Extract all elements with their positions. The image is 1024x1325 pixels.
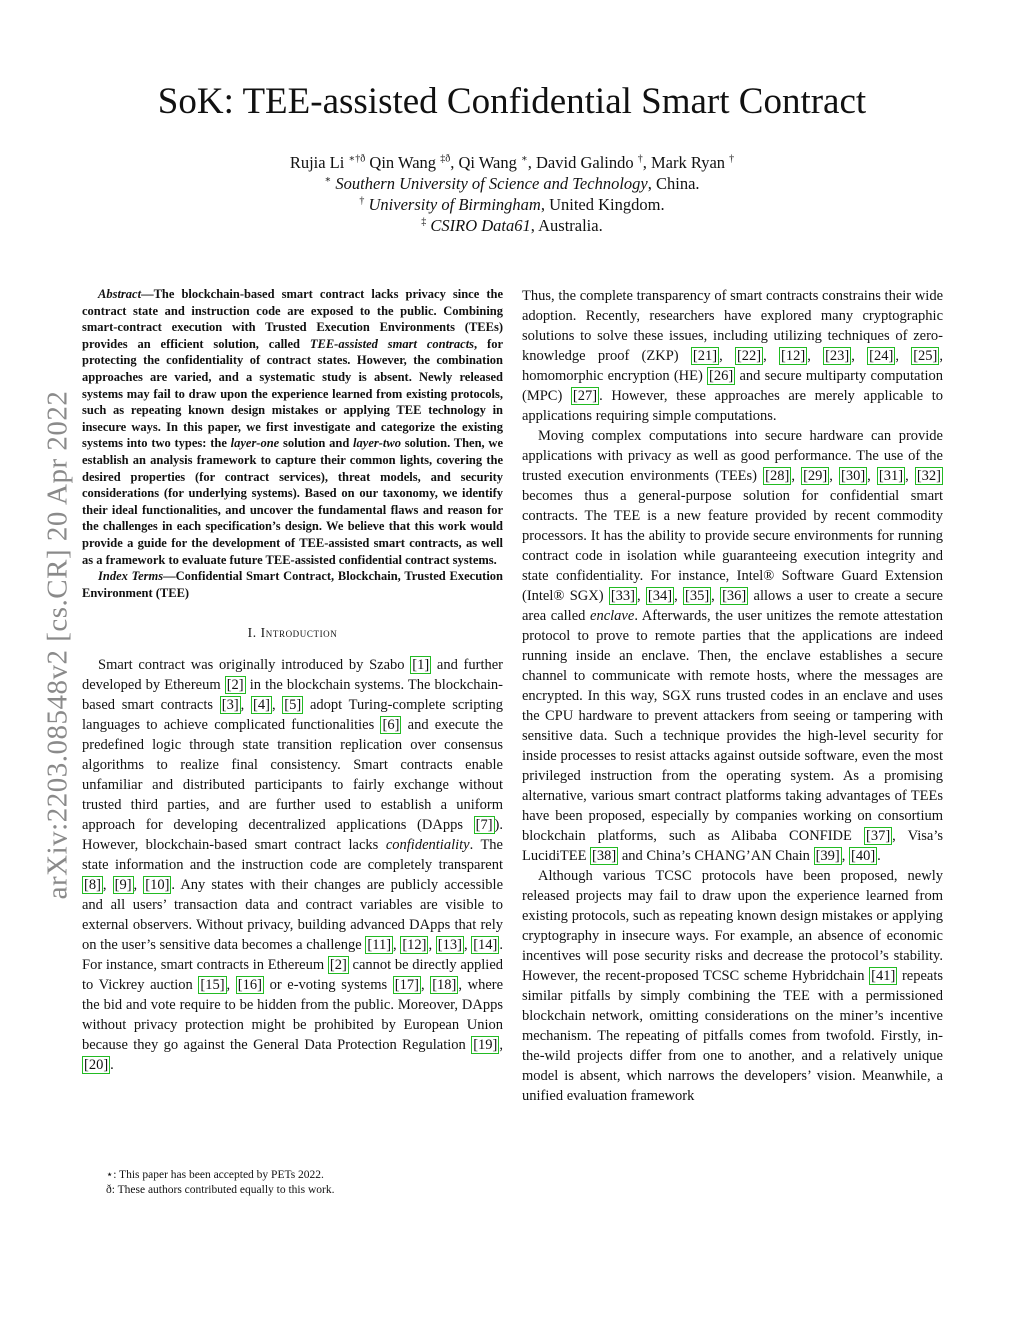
affiliation-2: † University of Birmingham, United Kingdom.	[359, 195, 665, 214]
body-paragraph: Thus, the complete transparency of smart contracts constrains their wide adoption. Recently, researchers have explored many cryptographic solutions to solve these issues, including utilizing techniques of zero-knowledge proof (ZKP) [21] , [22] , [12] , [23] , [24] , [25] , homomorphic encryption (HE) [26] and secure multiparty computation (MPC) [27] . However, these approaches are merely applicable to applications requiring simple computations.	[522, 288, 944, 424]
citation-link[interactable]: [36]	[722, 588, 747, 604]
author-marks: ‡ð	[440, 153, 451, 165]
citation-link[interactable]: [34]	[647, 588, 673, 604]
citation-link[interactable]: [19]	[473, 1037, 498, 1054]
citation-link[interactable]: [29]	[803, 468, 828, 484]
author-marks: ∗	[520, 153, 528, 165]
footnotes	[82, 1168, 503, 1198]
body-paragraph: Moving complex computations into secure hardware can provide applications with privacy as well as good performance. The use of the trusted execution environments (TEEs) [28] , [29] , [30] , [31] , [32] becomes thus a general-purpose solution for confidential smart contracts. The TEE is a new feature provided by recent commodity processors. It has the ability to provide secure environments for running contract code in isolation while guaranteeing execution integrity and state confidentiality. For instance, Intel® Software Guard Extension (Intel® SGX) [33] , [34] , [35] , [36] allows a user to create a secure area called enclave. Afterwards, the user unitizes the remote attestation protocol to prove to remote parties that the applications are indeed running inside an enclave. Then, the enclave establishes a secure channel to communicate with remote hosts, where the messages are encrypted. In this way, SGX runs trusted codes in an enclave and uses the CPU hardware to prevent attackers from seeing or tampering with sensitive data. Such a technique provides the high-level security for inside processes to resist attacks against outside software, even the most privileged instruction from the operating system. As a promising alternative, various smart contract platforms taking advantages of TEEs have been proposed, especially by companies working on consortium blockchain platforms, such as Alibaba CONFIDE [37] , Visa’s LucidiTEE [38] and China’s CHANG’AN Chain [39] , [40] .	[522, 428, 943, 864]
citation-link[interactable]: [2]	[226, 677, 244, 694]
abstract: Abstract—The blockchain-based smart contract lacks privacy since the contract state and instruction code are exposed to the public. Combining smart-contract execution with Trusted Execution Environments (TEEs) provides an efficient solution, called TEE-assisted smart contracts, for protecting the confidentiality of contract states. However, the combination approaches are varied, and a systematic study is absent. Newly released systems may fail to draw upon the experience learned from existing protocols, such as repeating known design mistakes or applying TEE technology in insecure ways. In this paper, we first investigate and categorize the existing systems into two types: the layer-one solution and layer-two solution. Then, we establish an analysis framework to capture their common lights, covering the desired properties (for contract services), threat models, and security considerations (for underlying systems). Based on our taxonomy, we identify their ideal functionalities, and uncover the fundamental flaws and reason for the challenges in each specification’s design. We believe that this work would provide a guide for the development of TEE-assisted smart contracts, as well as a framework to evaluate future TEE-assisted confidential contract systems.	[82, 287, 504, 567]
footnote: ⋆: This paper has been accepted by PETs 2022.	[106, 1169, 324, 1181]
left-column	[82, 286, 503, 1075]
citation-link[interactable]: [38]	[592, 848, 617, 864]
citation-link[interactable]: [20]	[84, 1057, 109, 1074]
citation-link[interactable]: [1]	[412, 657, 430, 674]
citation-link[interactable]: [2]	[329, 957, 347, 974]
citation-link[interactable]: [5]	[284, 697, 302, 714]
citation-link[interactable]: [18]	[432, 977, 457, 994]
author-block	[0, 152, 1024, 236]
author-list: Rujia Li $^{∗\dagger ð}$ Qin Wang $^{\ddagger ð}$, Qi Wang ∗, David Galindo †, Mark Ryan †	[289, 153, 735, 172]
citation-link[interactable]: [7]	[475, 817, 493, 834]
affiliation-3: ‡ CSIRO Data61, Australia.	[421, 216, 603, 235]
section-heading: I. Introduction	[247, 625, 338, 641]
citation-link[interactable]: [32]	[916, 468, 941, 484]
citation-link[interactable]: [28]	[765, 468, 790, 484]
citation-link[interactable]: [12]	[402, 937, 427, 954]
citation-link[interactable]: [10]	[145, 877, 170, 894]
citation-link[interactable]: [11]	[367, 937, 392, 954]
citation-link[interactable]: [41]	[871, 968, 896, 984]
author-name: Qin Wang	[369, 153, 437, 172]
body-paragraph: Although various TCSC protocols have been proposed, newly released projects may fail to draw upon the experience learned from existing protocols, such as repeating known design mistakes or applying cryptography in insecure ways. For example, an absence of economic incentives will pose security risks and decrease the protocol’s stability. However, the recent-proposed TCSC scheme Hybridchain [41] repeats similar pitfalls by simply combining the TEE with a permissioned blockchain network, omitting considerations on the miner’s incentive mechanism. The repeating of pitfalls comes from twofold. Firstly, in-the-wild projects differ from one to another, and a relatively unique model is absent, which narrows the developers’ vision. Meanwhile, a unified evaluation framework	[522, 868, 943, 1104]
author-name: Rujia Li	[289, 153, 345, 172]
arxiv-identifier: arXiv:2203.08548v2 [cs.CR] 20 Apr 2022	[41, 390, 74, 900]
footnote: ð: These authors contributed equally to this work.	[106, 1184, 335, 1196]
citation-link[interactable]: [16]	[237, 977, 262, 994]
citation-link[interactable]: [27]	[572, 388, 598, 404]
citation-link[interactable]: [37]	[865, 828, 891, 844]
citation-link[interactable]: [22]	[736, 348, 762, 364]
right-column	[522, 286, 943, 1106]
citation-link[interactable]: [24]	[869, 348, 894, 364]
author-name: David Galindo	[536, 153, 634, 172]
citation-link[interactable]: [26]	[709, 368, 734, 384]
citation-link[interactable]: [35]	[684, 588, 710, 604]
affiliation-1: ∗ Southern University of Science and Technology, China.	[324, 174, 700, 193]
citation-link[interactable]: [13]	[437, 937, 462, 954]
citation-link[interactable]: [6]	[382, 717, 400, 734]
author-marks: †	[637, 153, 643, 165]
citation-link[interactable]: [21]	[692, 348, 718, 364]
abstract-label: Abstract	[98, 287, 142, 301]
citation-link[interactable]: [30]	[840, 468, 866, 484]
citation-link[interactable]: [31]	[878, 468, 904, 484]
citation-link[interactable]: [4]	[253, 697, 270, 714]
citation-link[interactable]: [25]	[913, 348, 938, 364]
author-name: Qi Wang	[458, 153, 517, 172]
citation-link[interactable]: [12]	[781, 348, 806, 364]
intro-paragraph: Smart contract was originally introduced by Szabo [1] and further developed by Ethereum [2] in the blockchain systems. The blockchain-based smart contracts [3] , [4] , [5] adopt Turing-complete scripting languages to achieve complicated functionalities [6] and execute the predefined logic through state transition replication over consensus algorithms to realize final consistency. Smart contracts enable unfamiliar and distributed participants to fairly exchange without trusted third parties, and are further used to establish a uniform approach for developing decentralized applications (DApps [7] ). However, blockchain-based smart contract lacks confidentiality. The state information and the instruction code are completely transparent [8] , [9] , [10] . Any states with their changes are publicly accessible and all users’ transaction data and contract variables are visible to external observers. Without privacy, building advanced DApps that rely on the user’s sensitive data becomes a challenge [11] , [12] , [13] , [14] . For instance, smart contracts in Ethereum [2] cannot be directly applied to Vickrey auction [15] , [16] or e-voting systems [17] , [18] , where the bid and vote require to be hidden from the public. Moreover, DApps without privacy protection might be prohibited by European Union because they go against the General Data Protection Regulation [19] , [20] .	[82, 657, 504, 1074]
citation-link[interactable]: [23]	[825, 348, 850, 364]
index-terms-label: Index Terms	[98, 569, 164, 584]
paper-title: SoK: TEE-assisted Confidential Smart Contract	[157, 81, 867, 122]
author-marks: ∗†ð	[348, 153, 366, 165]
citation-link[interactable]: [33]	[610, 588, 635, 604]
index-terms: Index Terms—Confidential Smart Contract, Blockchain, Trusted Execution Environment (TEE)	[82, 569, 503, 600]
citation-link[interactable]: [17]	[394, 977, 419, 994]
citation-link[interactable]: [40]	[850, 848, 876, 864]
citation-link[interactable]: [9]	[114, 877, 132, 894]
citation-link[interactable]: [8]	[84, 877, 101, 894]
citation-link[interactable]: [14]	[473, 937, 498, 954]
citation-link[interactable]: [39]	[815, 848, 840, 864]
author-name: Mark Ryan	[651, 153, 726, 172]
citation-link[interactable]: [3]	[221, 697, 239, 714]
author-marks: †	[729, 153, 735, 165]
citation-link[interactable]: [15]	[200, 977, 225, 994]
